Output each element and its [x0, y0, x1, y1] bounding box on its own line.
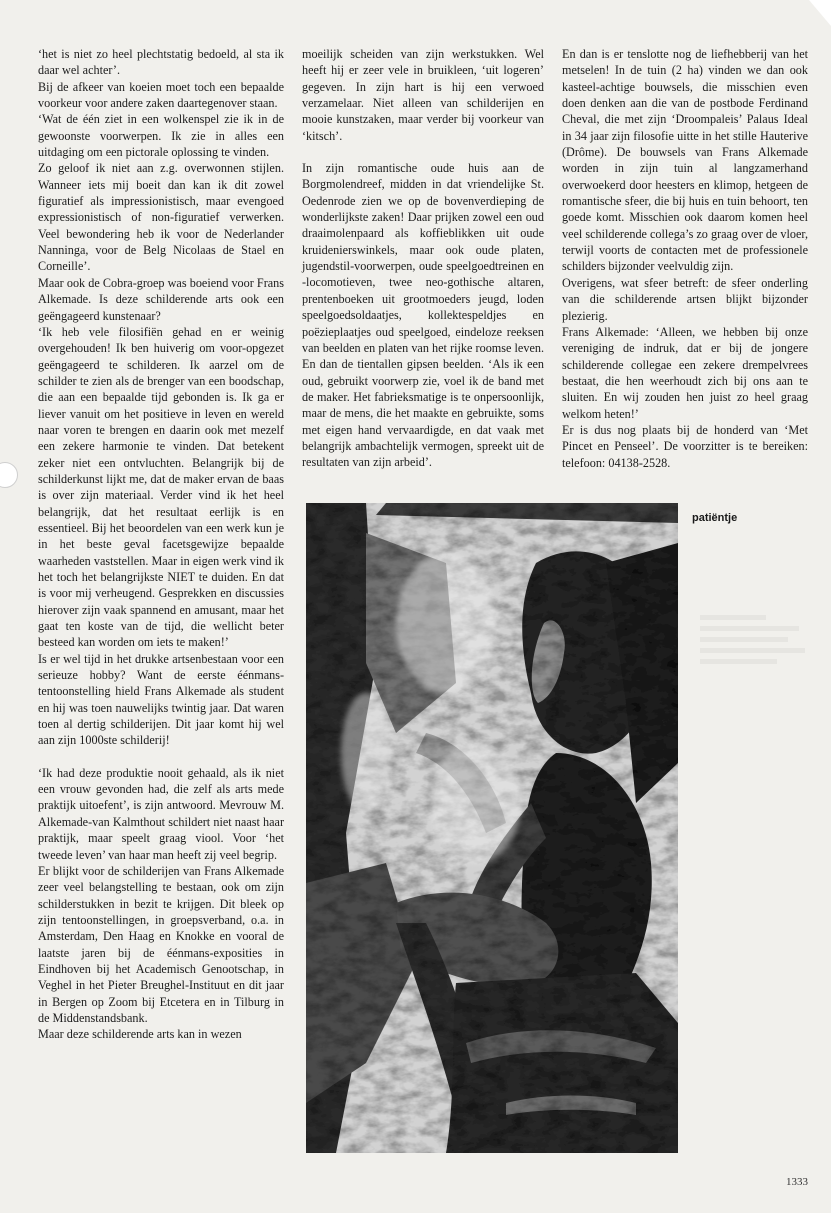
punch-hole	[0, 462, 18, 488]
show-through-text	[700, 615, 810, 670]
article-column-1	[38, 46, 284, 1043]
paragraph: ‘het is niet zo heel plechtstatig bedoeld, al sta ik daar wel achter’.	[38, 47, 284, 78]
paragraph: In zijn romantische oude huis aan de Borgmolendreef, midden in dat vriendelijke St. Oedenrode zien we op de bovenverdieping de wonderlijkste zaken! Daar prijken zowel een oud draaimolenpaard als koffieblikken uit oude kruidenierswinkels, maar ook oude platen, jugendstil-voorwerpen, oude speelgoedtreinen en -locomotieven, twee neo-gothische altaren, prentenboeken uit grootmoeders jeugd, loden speelgoedsoldaatjes, kollektespeldjes en poëzieplaatjes oud speelgoed, eindeloze reeksen van beelden en platen van het rijke roomse leven. En dan de tientallen gipsen beelden. ‘Als ik een oud, gebruikt voorwerp zie, voel ik de band met de maker. Het fabrieksmatige is te onpersoonlijk, maar de mens, die het maakte en gebruikte, soms met eigen hand vervaardigde, en dat vaak met belangrijk ambachtelijk vermogen, spreekt uit de resultaten van zijn arbeid’.	[302, 161, 544, 470]
paragraph: moeilijk scheiden van zijn werkstukken. Wel heeft hij er zeer vele in bruikleen, ‘uit logeren’ gegeven. In zijn hart is hij een verwoed verzamelaar. Niet alleen van schilderijen en mooie kunstzaken, maar verder bij voorkeur van ‘kitsch’.	[302, 47, 544, 143]
paragraph: Er blijkt voor de schilderijen van Frans Alkemade zeer veel belangstelling te bestaan, ook om zijn schilderstukken in bezit te krijgen. Dit bleek op zijn tentoonstellingen, in groepsverband, o.a. in Amsterdam, Den Haag en Knokke en vooral de laatste jaren bij de éénmans-exposities in Eindhoven bij het Academisch Genootschap, in Veghel in het Pieter Breughel-Instituut en dit jaar in Bergen op Zoom bij Etcetera en in Tilburg in de Middenstandsbank.	[38, 863, 284, 1025]
painting-image	[306, 503, 678, 1153]
paragraph: Maar ook de Cobra-groep was boeiend voor Frans Alkemade. Is deze schilderende arts ook een geëngageerd kunstenaar?	[38, 275, 284, 323]
paragraph: Er is dus nog plaats bij de honderd van ‘Met Pincet en Penseel’. De voorzitter is te bereiken: telefoon: 04138-2528.	[562, 422, 808, 470]
paragraph: Zo geloof ik niet aan z.g. overwonnen stijlen. Wanneer iets mij boeit dan kan ik dit zowel figuratief als impressionistisch, maar evengoed expressionistisch of non-figuratief verwerken. Veel bewondering heb ik voor de Nederlander Nanninga, voor de Belg Nicolaas de Stael en Corneille’.	[38, 161, 284, 274]
paragraph: Frans Alkemade: ‘Alleen, we hebben bij onze vereniging de indruk, dat er bij de jongere schilderende collegae een zekere drempelvrees bestaat, die hen weerhoudt zich bij ons aan te sluiten. En wij zouden hen juist zo heel graag welkom heten!’	[562, 324, 808, 421]
paragraph: ‘Ik heb vele filosifiën gehad en er weinig overgehouden! Ik ben huiverig om voor-opgezet geëngageerd te schilderen. Ik aarzel om de schilder te zien als de brenger van een boodschap, die aan een bepaalde tijd gebonden is. Ik ga er liever vanuit om het positieve in leven en wereld naar voren te brengen en daarin ook met mezelf een zekere harmonie te vinden. Dat betekent zeker niet een ontvluchten. Belangrijk bij de schilderkunst lijkt me, dat de maker ervan de baas is over zijn materiaal. Verder vind ik het heel belangrijk, dat het resultaat eerlijk is en essentieel. Bij het beoordelen van een werk kun je in het beste geval facetsgewijze bepaalde waarheden vaststellen. Maar in eigen werk vind ik het toch het belangrijkste NIET te duiden. En dat is voor mij verheugend. Gesprekken en discussies hierover zijn vaak spannend en amusant, maar het gaat ten koste van de tijd, die wellicht beter besteed kan worden om iets te maken!’	[38, 324, 284, 650]
article-column-3	[562, 46, 808, 471]
paragraph: En dan is er tenslotte nog de liefhebberij van het metselen! In de tuin (2 ha) vinden we dan ook kasteel-achtige bouwsels, die misschien even doen denken aan die van de postbode Ferdinand Cheval, die met zijn ‘Droompaleis’ Palaus Ideal in 34 jaar zijn filosofie uitte in het stille Hauterive (Drôme). De bouwsels van Frans Alkemade worden in zijn tuin al langzamerhand overwoekerd door heesters en klimop, hetgeen de romantische sfeer, die bij huis en tuin behoort, ten goede komt. Misschien ook daarom komen heel veel schilderende collega’s zo graag over de vloer, terwijl voorts de contacten met de professionele schilders bijzonder veelvuldig zijn.	[562, 47, 808, 274]
paragraph: ‘Wat de één ziet in een wolkenspel zie ik in de gewoonste voorwerpen. Ik zie in alles een uitdaging om een pictorale oplossing te vinden.	[38, 112, 284, 160]
paragraph: ‘Ik had deze produktie nooit gehaald, als ik niet een vrouw gevonden had, die zelf als arts mede praktijk uitoefent’, is zijn antwoord. Mevrouw M. Alkemade-van Kalmthout schildert niet naast haar praktijk, maar speelt graag viool. Voor ‘het tweede leven’ van haar man heeft zij veel begrip.	[38, 765, 284, 862]
page-number: 1333	[786, 1176, 808, 1188]
article-column-2	[302, 46, 544, 471]
figure-caption: patiëntje	[692, 512, 738, 524]
folded-corner	[809, 0, 831, 26]
paragraph: Maar deze schilderende arts kan in wezen	[38, 1027, 242, 1042]
paragraph: Bij de afkeer van koeien moet toch een bepaalde voorkeur voor andere zaken daartegenover staan.	[38, 79, 284, 111]
paragraph: Is er wel tijd in het drukke artsenbestaan voor een serieuze hobby? Want de eerste éénmans-tentoonstelling hield Frans Alkemade als student en hij was toen nauwelijks twintig jaar. Dat waren toen al dertig schilderijen. Dit jaar komt hij wel aan zijn 1000ste schilderij!	[38, 651, 284, 748]
paragraph: Overigens, wat sfeer betreft: de sfeer onderling van die schilderende artsen blijkt bijzonder plezierig.	[562, 275, 808, 323]
